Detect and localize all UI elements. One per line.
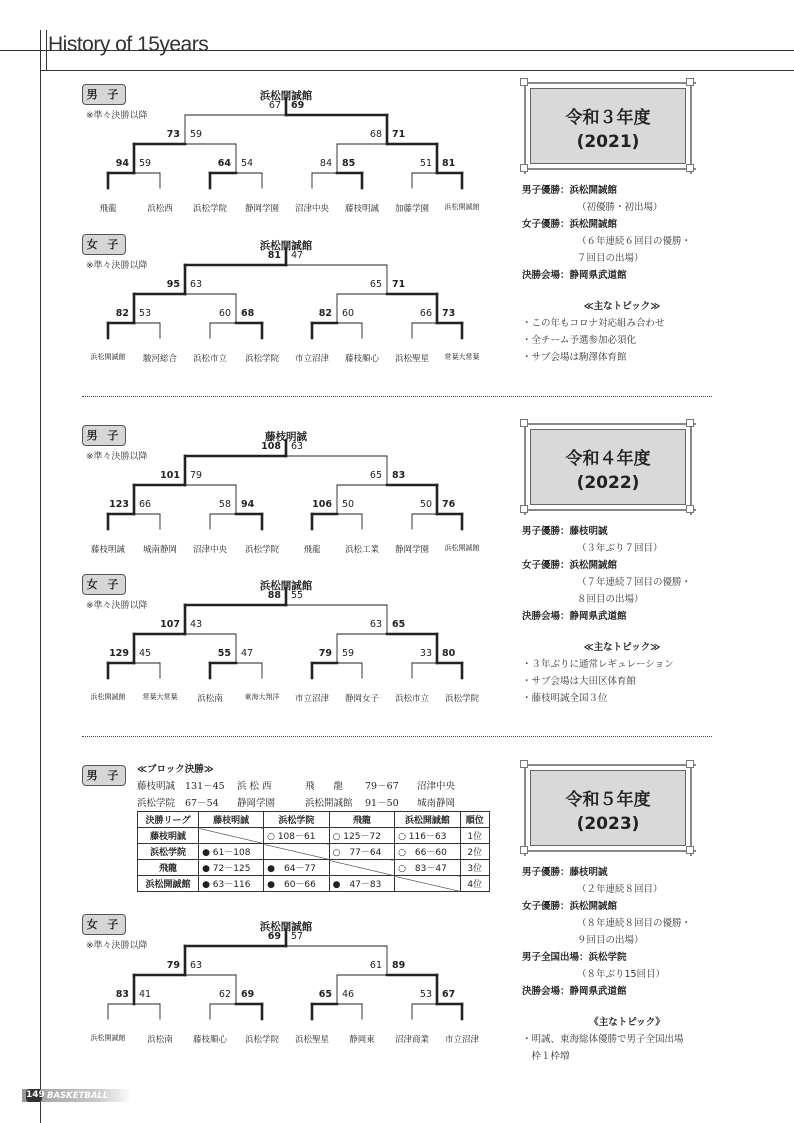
score-right: 46 <box>342 989 355 1000</box>
topic-item: ・藤枝明誠全国３位 <box>522 693 608 704</box>
score-left: 60 <box>218 308 231 319</box>
info-detail: （６年連続６回目の優勝・ <box>577 236 692 247</box>
score-left: 65 <box>318 989 332 1000</box>
era-year: (2021) <box>576 132 640 152</box>
score-left: 95 <box>166 279 180 290</box>
block-final-cell: 浜 松 西 <box>237 781 272 792</box>
team-name: 藤枝明誠 <box>344 204 379 214</box>
league-cell: ● 63－116 <box>199 876 264 892</box>
block-final-cell: 静岡学園 <box>237 798 276 809</box>
topic-item: ・３年ぶりに通常レギュレーション <box>522 659 674 670</box>
topic-item: ・明誠、東海総体優勝で男子全国出場 <box>522 1034 684 1045</box>
score-right: 80 <box>442 648 456 659</box>
team-name: 浜松開誠館 <box>90 1034 126 1042</box>
info-r5 <box>522 864 732 1065</box>
league-header: 決勝リーグ <box>138 812 199 828</box>
team-name: 藤枝明誠 <box>90 545 125 555</box>
score-left: 64 <box>217 158 231 169</box>
era-box-r5 <box>520 760 694 854</box>
league-cell <box>329 860 394 876</box>
era-box-r4 <box>520 419 694 513</box>
info-detail: （７年連続７回目の優勝・ <box>577 577 692 588</box>
league-cell: 1位 <box>460 828 489 844</box>
team-name: 静岡東 <box>349 1035 375 1045</box>
score-left: 55 <box>217 648 231 659</box>
score-left: 33 <box>419 648 432 659</box>
score-left: 53 <box>419 989 432 1000</box>
info-detail: （３年ぶり７回目） <box>577 543 663 554</box>
boys-badge-r3: 男 子 <box>82 84 126 105</box>
team-name: 浜松開誠館 <box>90 693 126 701</box>
team-name: 城南静岡 <box>142 545 177 555</box>
team-name: 浜松市立 <box>192 354 227 364</box>
girls-badge-r3: 女 子 <box>82 234 126 255</box>
score-left: 106 <box>312 499 332 510</box>
score-left: 84 <box>319 158 332 169</box>
score-right: 63 <box>190 960 203 971</box>
score-right: 41 <box>139 989 152 1000</box>
team-name: 浜松学院 <box>244 354 279 364</box>
info-heading: 決勝会場：静岡県武道館 <box>522 611 627 622</box>
score-left: 82 <box>318 308 332 319</box>
score-right: 81 <box>442 158 456 169</box>
score-right: 59 <box>190 129 203 140</box>
era-year: (2023) <box>576 814 640 834</box>
league-header: 浜松学院 <box>264 812 329 828</box>
block-finals-title: ≪ブロック決勝≫ <box>137 764 214 775</box>
score-left: 88 <box>267 590 281 601</box>
block-final-row <box>137 778 497 795</box>
league-cell: ○ 108－61 <box>264 828 329 844</box>
team-name: 浜松開誠館 <box>90 353 126 361</box>
score-left: 50 <box>419 499 432 510</box>
score-right: 47 <box>291 250 304 261</box>
score-right: 63 <box>291 441 304 452</box>
league-row <box>138 844 490 860</box>
score-right: 71 <box>392 279 406 290</box>
league-row <box>138 860 490 876</box>
league-cell: 藤枝明誠 <box>138 828 199 844</box>
score-right: 63 <box>190 279 203 290</box>
team-name: 飛龍 <box>303 545 321 555</box>
team-name: 市立沼津 <box>294 694 329 704</box>
note-r3-girls: ※準々決勝以降 <box>86 261 148 271</box>
block-final-cell: 67－54 <box>185 798 219 809</box>
score-left: 69 <box>267 931 281 942</box>
score-right: 89 <box>392 960 406 971</box>
topic-item: ・全チーム予選参加必須化 <box>522 335 637 346</box>
score-left: 51 <box>419 158 432 169</box>
team-name: 東海大翔洋 <box>244 693 280 701</box>
score-right: 54 <box>241 158 254 169</box>
note-r5-girls: ※準々決勝以降 <box>86 941 148 951</box>
score-left: 107 <box>160 619 180 630</box>
team-name: 加藤学園 <box>394 204 429 214</box>
team-name: 常葉大常葉 <box>444 353 480 361</box>
team-name: 沼津中央 <box>294 204 329 214</box>
league-header: 順位 <box>460 812 489 828</box>
league-cell: 3位 <box>460 860 489 876</box>
info-detail: ８回目の出場） <box>577 594 644 605</box>
note-r4-boys: ※準々決勝以降 <box>86 452 148 462</box>
score-right: 53 <box>139 308 152 319</box>
league-cell: ● 64－77 <box>264 860 329 876</box>
score-left: 66 <box>419 308 432 319</box>
info-heading: 女子優勝：浜松開誠館 <box>522 560 618 571</box>
info-heading: 決勝会場：静岡県武道館 <box>522 270 627 281</box>
bracket-champion: 浜松開誠館 <box>259 921 313 933</box>
footer-page-number: 149 <box>26 1090 45 1100</box>
info-heading: 男子優勝：藤枝明誠 <box>522 526 608 537</box>
block-final-cell: 浜松開誠館 <box>305 798 353 809</box>
info-detail: （初優勝・初出場） <box>577 202 663 213</box>
info-heading: 決勝会場：静岡県武道館 <box>522 986 627 997</box>
team-name: 浜松西 <box>147 204 173 214</box>
bracket-champion: 藤枝明誠 <box>265 431 307 443</box>
girls-badge-r4: 女 子 <box>82 574 126 595</box>
block-final-cell: 79－67 <box>365 781 399 792</box>
score-right: 60 <box>342 308 355 319</box>
girls-badge-r5: 女 子 <box>82 914 126 935</box>
team-name: 駿河総合 <box>142 354 177 364</box>
score-left: 79 <box>166 960 180 971</box>
score-right: 55 <box>291 590 304 601</box>
team-name: 浜松学院 <box>244 545 279 555</box>
score-right: 69 <box>291 100 305 111</box>
team-name: 浜松市立 <box>394 694 429 704</box>
league-cell: ○ 66－60 <box>395 844 460 860</box>
league-cell: ○ 77－64 <box>329 844 394 860</box>
team-name: 浜松南 <box>147 1035 173 1045</box>
league-cell: 飛龍 <box>138 860 199 876</box>
league-header: 浜松開誠館 <box>395 812 460 828</box>
team-name: 浜松工業 <box>344 545 379 555</box>
score-left: 58 <box>218 499 231 510</box>
league-cell: 2位 <box>460 844 489 860</box>
score-right: 57 <box>291 931 304 942</box>
era-box-r3 <box>520 78 694 172</box>
score-right: 71 <box>392 129 406 140</box>
score-right: 66 <box>139 499 152 510</box>
team-name: 浜松開誠館 <box>444 203 480 211</box>
team-name: 浜松学院 <box>444 694 479 704</box>
league-cell: ○ 125－72 <box>329 828 394 844</box>
team-name: 沼津商業 <box>394 1035 429 1045</box>
info-heading: 女子優勝：浜松開誠館 <box>522 219 618 230</box>
team-name: 常葉大常葉 <box>142 693 178 701</box>
score-left: 79 <box>318 648 332 659</box>
info-heading: 男子優勝：藤枝明誠 <box>522 867 608 878</box>
team-name: 浜松学院 <box>192 204 227 214</box>
score-left: 65 <box>369 470 382 481</box>
block-final-cell: 藤枝明誠 <box>137 781 176 792</box>
bracket-champion: 浜松開誠館 <box>259 240 313 252</box>
info-detail: ９回目の出場） <box>577 935 644 946</box>
score-left: 94 <box>115 158 129 169</box>
score-right: 50 <box>342 499 355 510</box>
block-final-cell: 城南静岡 <box>417 798 456 809</box>
team-name: 静岡学園 <box>394 545 429 555</box>
boys-badge-r5: 男 子 <box>82 765 126 786</box>
score-left: 82 <box>115 308 129 319</box>
score-right: 76 <box>442 499 456 510</box>
score-right: 47 <box>241 648 254 659</box>
score-left: 101 <box>160 470 180 481</box>
score-right: 68 <box>241 308 255 319</box>
topic-item: ・この年もコロナ対応組み合わせ <box>522 318 665 329</box>
league-cell <box>395 876 460 892</box>
score-right: 59 <box>139 158 152 169</box>
block-final-row <box>137 795 497 812</box>
team-name: 沼津中央 <box>192 545 227 555</box>
score-right: 69 <box>241 989 255 1000</box>
score-left: 108 <box>261 441 281 452</box>
team-name: 浜松学院 <box>244 1035 279 1045</box>
bracket-champion: 浜松開誠館 <box>259 580 313 592</box>
score-right: 79 <box>190 470 203 481</box>
team-name: 浜松聖星 <box>294 1035 329 1045</box>
topics-title: ≪主なトピック≫ <box>583 301 661 312</box>
note-r3-boys: ※準々決勝以降 <box>86 111 148 121</box>
era-name: 令和４年度 <box>565 449 651 469</box>
info-heading: 女子優勝：浜松開誠館 <box>522 901 618 912</box>
league-cell: ○ 83－47 <box>395 860 460 876</box>
league-cell <box>199 828 264 844</box>
league-cell: ● 61－108 <box>199 844 264 860</box>
score-left: 68 <box>369 129 382 140</box>
score-right: 45 <box>139 648 152 659</box>
topic-item: ・サブ会場は駒澤体育館 <box>522 352 627 363</box>
info-heading: 男子全国出場：浜松学院 <box>522 952 627 963</box>
block-final-cell: 飛 龍 <box>305 781 344 792</box>
block-final-cell: 131－45 <box>185 781 225 792</box>
score-right: 43 <box>190 619 203 630</box>
score-left: 129 <box>109 648 129 659</box>
info-detail: ７回目の出場） <box>577 253 644 264</box>
team-name: 静岡学園 <box>244 204 279 214</box>
league-cell: ○ 116－63 <box>395 828 460 844</box>
era-name: 令和３年度 <box>565 108 651 128</box>
block-final-cell: 沼津中央 <box>417 781 456 792</box>
team-name: 飛龍 <box>99 204 117 214</box>
era-name: 令和５年度 <box>565 790 651 810</box>
score-right: 65 <box>392 619 406 630</box>
league-cell: 浜松開誠館 <box>138 876 199 892</box>
league-cell: 4位 <box>460 876 489 892</box>
league-row <box>138 828 490 844</box>
info-heading: 男子優勝：浜松開誠館 <box>522 185 618 196</box>
info-detail: （８年ぶり15回目） <box>577 969 666 980</box>
score-right: 83 <box>392 470 406 481</box>
footer-label: BASKETBALL <box>47 1091 109 1101</box>
score-right: 59 <box>342 648 355 659</box>
team-name: 藤枝順心 <box>192 1035 227 1045</box>
score-left: 63 <box>369 619 382 630</box>
score-left: 81 <box>267 250 281 261</box>
score-right: 73 <box>442 308 456 319</box>
era-year: (2022) <box>576 473 640 493</box>
topics-title: ≪主なトピック≫ <box>583 642 661 653</box>
topics-title: 《主なトピック》 <box>589 1017 665 1028</box>
team-name: 藤枝順心 <box>344 354 379 364</box>
team-name: 浜松聖星 <box>394 354 429 364</box>
league-cell <box>264 844 329 860</box>
league-cell: 浜松学院 <box>138 844 199 860</box>
page-title: History of 15years <box>48 33 209 56</box>
topic-item: ・サブ会場は大田区体育館 <box>522 676 637 687</box>
info-detail: （２年連続８回目） <box>577 884 663 895</box>
info-detail: （８年連続８回目の優勝・ <box>577 918 692 929</box>
league-header: 飛龍 <box>329 812 394 828</box>
score-right: 67 <box>442 989 456 1000</box>
league-row <box>138 876 490 892</box>
score-right: 94 <box>241 499 255 510</box>
league-cell: ● 60－66 <box>264 876 329 892</box>
bracket-champion: 浜松開誠館 <box>259 90 313 102</box>
score-left: 62 <box>218 989 231 1000</box>
score-left: 83 <box>115 989 129 1000</box>
info-r3 <box>522 182 722 366</box>
league-cell: ● 47－83 <box>329 876 394 892</box>
block-final-cell: 91－50 <box>365 798 399 809</box>
team-name: 浜松南 <box>197 694 223 704</box>
boys-badge-r4: 男 子 <box>82 425 126 446</box>
score-left: 73 <box>166 129 180 140</box>
block-finals <box>137 761 497 812</box>
note-r4-girls: ※準々決勝以降 <box>86 601 148 611</box>
league-cell: ● 72－125 <box>199 860 264 876</box>
team-name: 市立沼津 <box>294 354 329 364</box>
team-name: 静岡女子 <box>344 694 379 704</box>
block-final-cell: 浜松学院 <box>137 798 176 809</box>
score-left: 61 <box>369 960 382 971</box>
topic-item: 枠１枠増 <box>522 1051 570 1062</box>
score-left: 123 <box>109 499 129 510</box>
league-header: 藤枝明誠 <box>199 812 264 828</box>
league-table <box>137 811 490 892</box>
score-left: 67 <box>268 100 281 111</box>
team-name: 市立沼津 <box>444 1035 479 1045</box>
score-right: 85 <box>342 158 356 169</box>
score-left: 65 <box>369 279 382 290</box>
info-r4 <box>522 523 722 707</box>
team-name: 浜松開誠館 <box>444 544 480 552</box>
